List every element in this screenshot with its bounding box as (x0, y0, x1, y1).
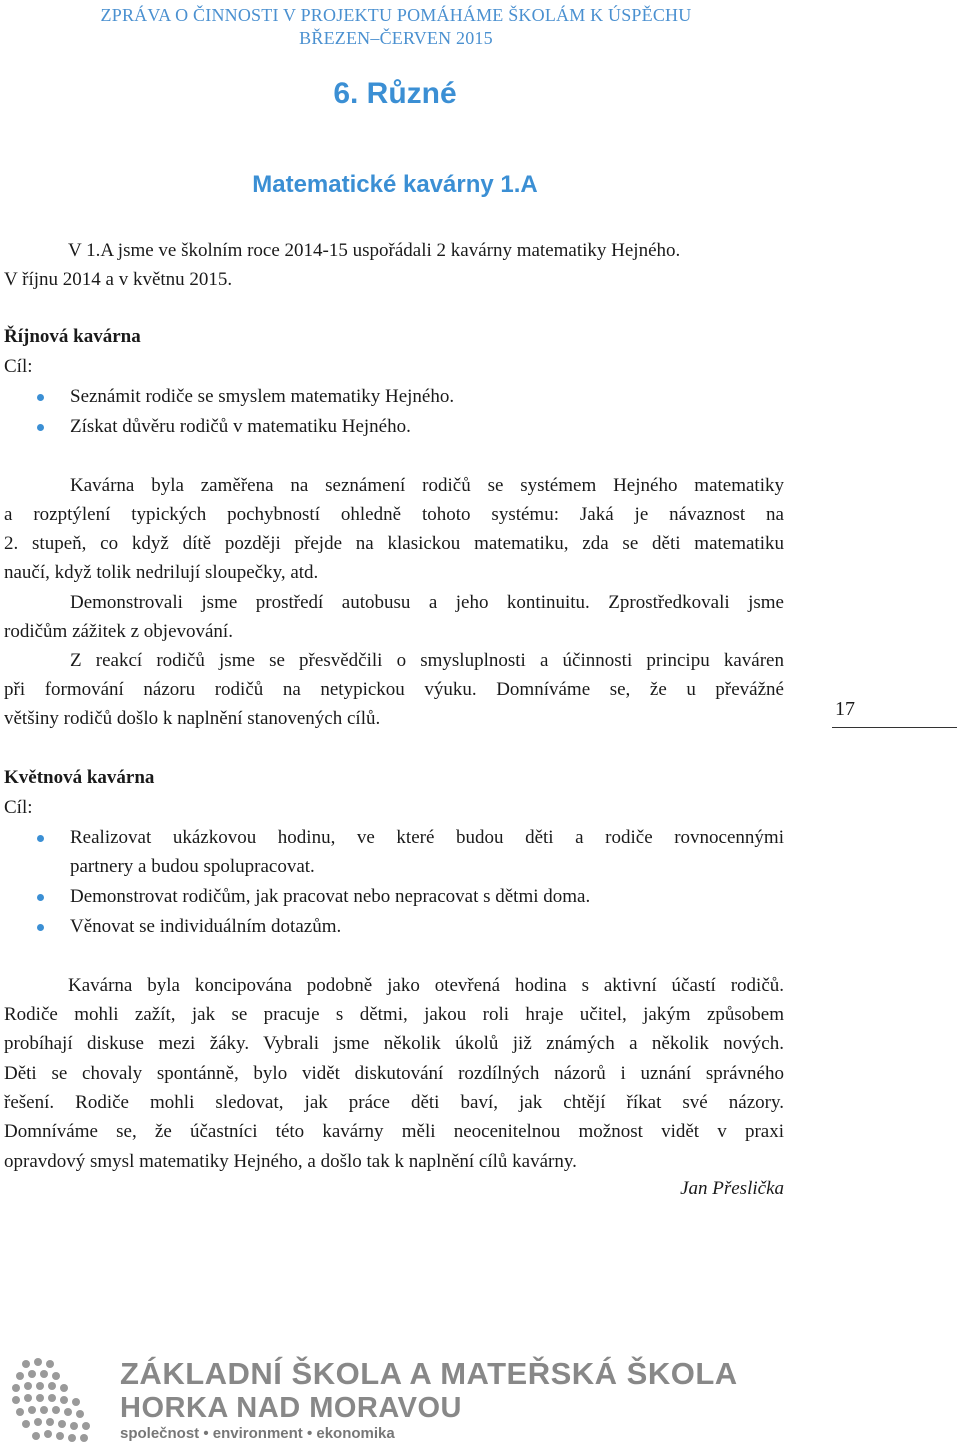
may-heading: Květnová kavárna (4, 767, 155, 788)
may-para-line-3: probíhají diskuse mezi žáky. Vybrali jsme několik úkolů již známých a několik nových. (4, 1033, 784, 1054)
intro-line-1: V 1.A jsme ve školním roce 2014-15 uspořádali 2 kavárny matematiky Hejného. (68, 240, 681, 261)
may-goal-2: Demonstrovat rodičům, jak pracovat nebo nepracovat s dětmi doma. (70, 886, 591, 907)
october-goal-label: Cíl: (4, 356, 33, 377)
october-heading: Říjnová kavárna (4, 326, 141, 347)
report-header-period: BŘEZEN–ČERVEN 2015 (299, 28, 493, 48)
may-para-line-2: Rodiče mohli zažít, jak se pracuje s dětmi, jakou roli hraje učitel, jakým způsobem (4, 1004, 784, 1025)
may-para-line-7: opravdový smysl matematiky Hejného, a došlo tak k naplnění cílů kavárny. (4, 1151, 577, 1172)
section-title: 6. Různé (333, 77, 457, 110)
school-motto: společnost • environment • ekonomika (120, 1425, 395, 1442)
may-para-line-5: řešení. Rodiče mohli sledovat, jak práce děti baví, jak chtějí říkat své názory. (4, 1092, 784, 1113)
page-number-rule (832, 727, 957, 728)
may-para-line-4: Děti se chovaly spontánně, bylo vidět diskutování rozdílných názorů i uznání správného (4, 1063, 784, 1084)
may-para-line-6: Domníváme se, že účastníci této kavárny měli neocenitelnou možnost vidět v praxi (4, 1121, 784, 1142)
october-para3-line-1: Z reakcí rodičů jsme se přesvědčili o smysluplnosti a účinnosti principu kaváren (70, 650, 784, 671)
october-para1-line-4: naučí, když tolik nedrilují sloupečky, atd. (4, 562, 319, 583)
may-goal-label: Cíl: (4, 797, 33, 818)
may-para-line-1: Kavárna byla koncipována podobně jako otevřená hodina s aktivní účastí rodičů. (68, 975, 784, 996)
october-goal-1: Seznámit rodiče se smyslem matematiky Hejného. (70, 386, 455, 407)
october-para1-line-1: Kavárna byla zaměřena na seznámení rodičů se systémem Hejného matematiky (70, 475, 784, 496)
school-name-line-1: ZÁKLADNÍ ŠKOLA A MATEŘSKÁ ŠKOLA (120, 1356, 738, 1391)
author-signature: Jan Přeslička (680, 1178, 784, 1199)
bullet-dot (37, 894, 44, 901)
page-number: 17 (835, 698, 855, 720)
article-title: Matematické kavárny 1.A (252, 171, 538, 198)
may-goal-3: Věnovat se individuálním dotazům. (70, 916, 342, 937)
october-para1-line-3: 2. stupeň, co když dítě později přejde na klasickou matematiku, zda se děti matematiku (4, 533, 784, 554)
october-para3-line-3: většiny rodičů došlo k naplnění stanovených cílů. (4, 708, 381, 729)
may-goal-1-line-2: partnery a budou spolupracovat. (70, 856, 315, 877)
october-para2-line-1: Demonstrovali jsme prostředí autobusu a jeho kontinuitu. Zprostředkovali jsme (70, 592, 784, 613)
school-logo-icon (6, 1352, 98, 1448)
october-para3-line-2: při formování názoru rodičů na netypickou výuku. Domníváme se, že u převážné (4, 679, 784, 700)
intro-line-2: V říjnu 2014 a v květnu 2015. (4, 269, 233, 290)
bullet-dot (37, 424, 44, 431)
bullet-dot (37, 394, 44, 401)
bullet-dot (37, 924, 44, 931)
october-goal-2: Získat důvěru rodičů v matematiku Hejného. (70, 416, 411, 437)
school-name-line-2: HORKA NAD MORAVOU (120, 1392, 462, 1424)
may-goal-1-line-1: Realizovat ukázkovou hodinu, ve které budou děti a rodiče rovnocennými (70, 827, 784, 848)
october-para2-line-2: rodičům zážitek z objevování. (4, 621, 233, 642)
report-header-title: ZPRÁVA O ČINNOSTI V PROJEKTU POMÁHÁME ŠKOLÁM K ÚSPĚCHU (100, 5, 692, 25)
october-para1-line-2: a rozptýlení typických pochybností ohledně tohoto systému: Jaká je návaznost na (4, 504, 784, 525)
bullet-dot (37, 835, 44, 842)
